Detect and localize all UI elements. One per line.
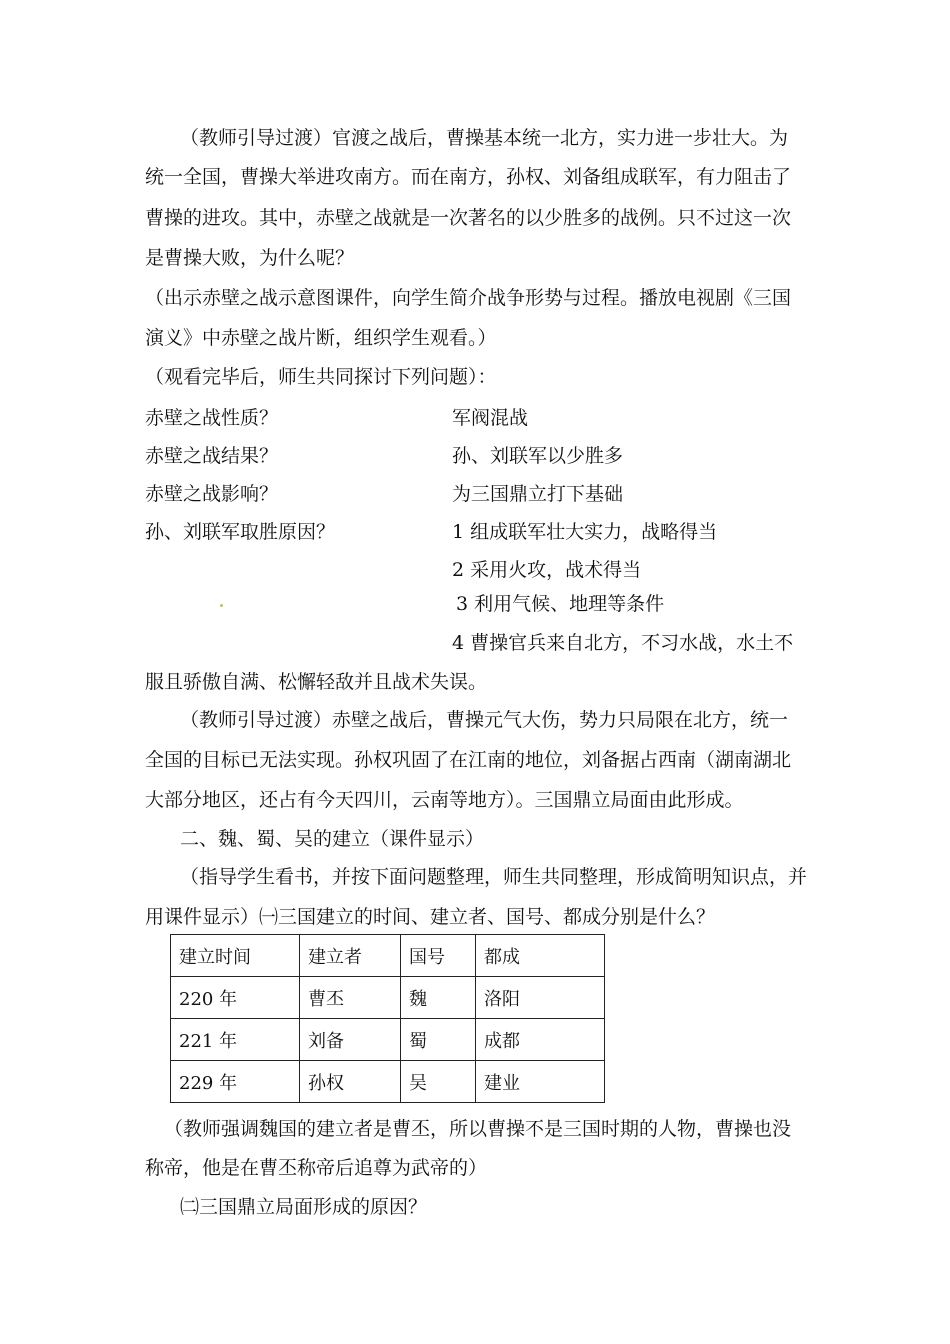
question-text: 孙、刘联军取胜原因？: [145, 521, 336, 543]
answer-text: 1 组成联军壮大实力，战略得当: [452, 521, 718, 543]
table-cell: 吴: [401, 1061, 476, 1103]
table-row: [171, 1061, 605, 1103]
paragraph-line: （教师引导过渡）赤壁之战后，曹操元气大伤，势力只局限在北方，统一: [180, 709, 789, 731]
paragraph-line: 大部分地区，还占有今天四川，云南等地方）。三国鼎立局面由此形成。: [145, 789, 744, 811]
table-cell: 220 年: [171, 977, 300, 1019]
question-text: 赤壁之战性质？: [145, 407, 279, 429]
question-text: 赤壁之战影响？: [145, 483, 279, 505]
paragraph-line: 用课件显示）㈠三国建立的时间、建立者、国号、都成分别是什么？: [145, 906, 716, 928]
table-cell: 建业: [476, 1061, 605, 1103]
paragraph-line: 全国的目标已无法实现。孙权巩固了在江南的地位，刘备据占西南（湖南湖北: [145, 749, 792, 771]
answer-text: 军阀混战: [452, 407, 529, 429]
reason-item: 3 利用气候、地理等条件: [456, 593, 665, 615]
paragraph-line: （教师引导过渡）官渡之战后，曹操基本统一北方，实力进一步壮大。为: [180, 127, 789, 149]
table-header-cell: 都成: [476, 935, 605, 977]
table-cell: 成都: [476, 1019, 605, 1061]
table-row: [171, 977, 605, 1019]
table-cell: 221 年: [171, 1019, 300, 1061]
table-header-cell: 建立时间: [171, 935, 300, 977]
paragraph-line: 服且骄傲自满、松懈轻敌并且战术失误。: [145, 671, 488, 693]
table-header-cell: 国号: [401, 935, 476, 977]
reason-item: 4 曹操官兵来自北方，不习水战，水土不: [452, 632, 794, 654]
table-row: [171, 1019, 605, 1061]
table-cell: 229 年: [171, 1061, 300, 1103]
table-cell: 刘备: [300, 1019, 401, 1061]
table-cell: 曹丕: [300, 977, 401, 1019]
paragraph-line: （出示赤壁之战示意图课件，向学生简介战争形势与过程。播放电视剧《三国: [145, 287, 792, 309]
paragraph-line: （观看完毕后，师生共同探讨下列问题）：: [145, 366, 497, 388]
paragraph-line: （教师强调魏国的建立者是曹丕，所以曹操不是三国时期的人物，曹操也没: [164, 1118, 792, 1140]
paragraph-line: 曹操的进攻。其中，赤壁之战就是一次著名的以少胜多的战例。只不过这一次: [145, 207, 792, 229]
three-kingdoms-table: [170, 934, 605, 1103]
section-heading: 二、魏、蜀、吴的建立（课件显示）: [180, 828, 485, 850]
table-cell: 蜀: [401, 1019, 476, 1061]
table-cell: 孙权: [300, 1061, 401, 1103]
paragraph-line: 演义》中赤壁之战片断，组织学生观看。）: [145, 327, 497, 349]
paragraph-line: 是曹操大败，为什么呢？: [145, 247, 355, 269]
answer-text: 孙、刘联军以少胜多: [452, 445, 624, 467]
stray-dot: [220, 604, 223, 607]
table-cell: 魏: [401, 977, 476, 1019]
table-header-row: [171, 935, 605, 977]
answer-text: 为三国鼎立打下基础: [452, 483, 624, 505]
paragraph-line: （指导学生看书，并按下面问题整理，师生共同整理，形成简明知识点，并: [180, 866, 808, 888]
reason-item: 2 采用火攻，战术得当: [452, 559, 642, 581]
paragraph-line: 统一全国，曹操大举进攻南方。而在南方，孙权、刘备组成联军，有力阻击了: [145, 166, 792, 188]
paragraph-line: ㈡三国鼎立局面形成的原因？: [180, 1196, 428, 1218]
paragraph-line: 称帝，他是在曹丕称帝后追尊为武帝的）: [145, 1157, 488, 1179]
question-text: 赤壁之战结果？: [145, 445, 279, 467]
table-header-cell: 建立者: [300, 935, 401, 977]
table-cell: 洛阳: [476, 977, 605, 1019]
